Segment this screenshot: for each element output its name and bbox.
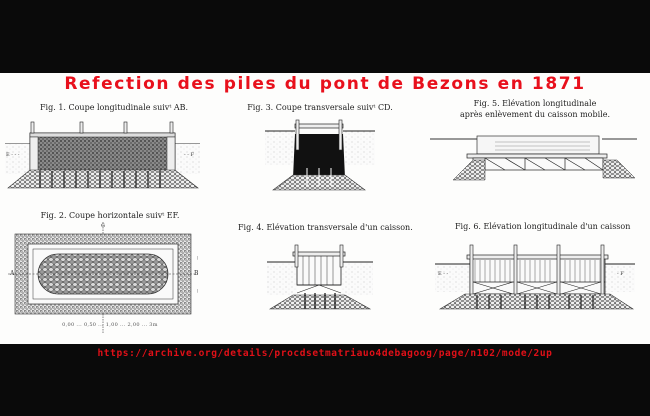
- svg-text:|: |: [197, 288, 199, 293]
- svg-text:E - - -: E - - -: [6, 152, 20, 158]
- figure-5-caption-line-1: Fig. 5. Elévation longitudinale: [473, 99, 597, 108]
- figure-3-caption: Fig. 3. Coupe transversale suivᵗ CD.: [247, 103, 393, 112]
- figure-2-scale-bar: 0,00 ... 0,50 ... 1,00 ... 2,00 ... 3m: [62, 322, 158, 328]
- top-black-band: [0, 0, 650, 73]
- figure-6-drawing: [425, 245, 640, 310]
- svg-text:|: |: [197, 255, 199, 260]
- figure-4-drawing: [255, 245, 385, 310]
- source-url-link[interactable]: https://archive.org/details/procdsetmatriauo4debagoog/page/n102/mode/2up: [97, 348, 553, 359]
- page-title: Refection des piles du pont de Bezons en 1871: [64, 74, 586, 94]
- svg-text:G: G: [101, 223, 105, 229]
- figure-4-caption: Fig. 4. Elévation transversale d'un caisson.: [238, 223, 413, 232]
- figure-6-caption: Fig. 6. Elévation longitudinale d'un caisson: [455, 222, 631, 231]
- figure-3-drawing: [255, 120, 385, 190]
- svg-text:E - -: E - -: [438, 271, 449, 277]
- svg-text:- - F: - - F: [184, 152, 195, 158]
- figure-5-caption-line-2: après enlèvement du caisson mobile.: [459, 110, 611, 119]
- figure-1-drawing: [0, 120, 210, 190]
- figure-2-caption: Fig. 2. Coupe horizontale suivᵗ EF.: [40, 211, 180, 220]
- svg-text:B: B: [194, 270, 199, 277]
- figure-5-drawing: [425, 130, 640, 185]
- svg-text:A: A: [10, 270, 15, 277]
- svg-text:- F: - F: [617, 271, 624, 277]
- figure-1-caption: Fig. 1. Coupe longitudinale suivᵗ AB.: [40, 103, 189, 112]
